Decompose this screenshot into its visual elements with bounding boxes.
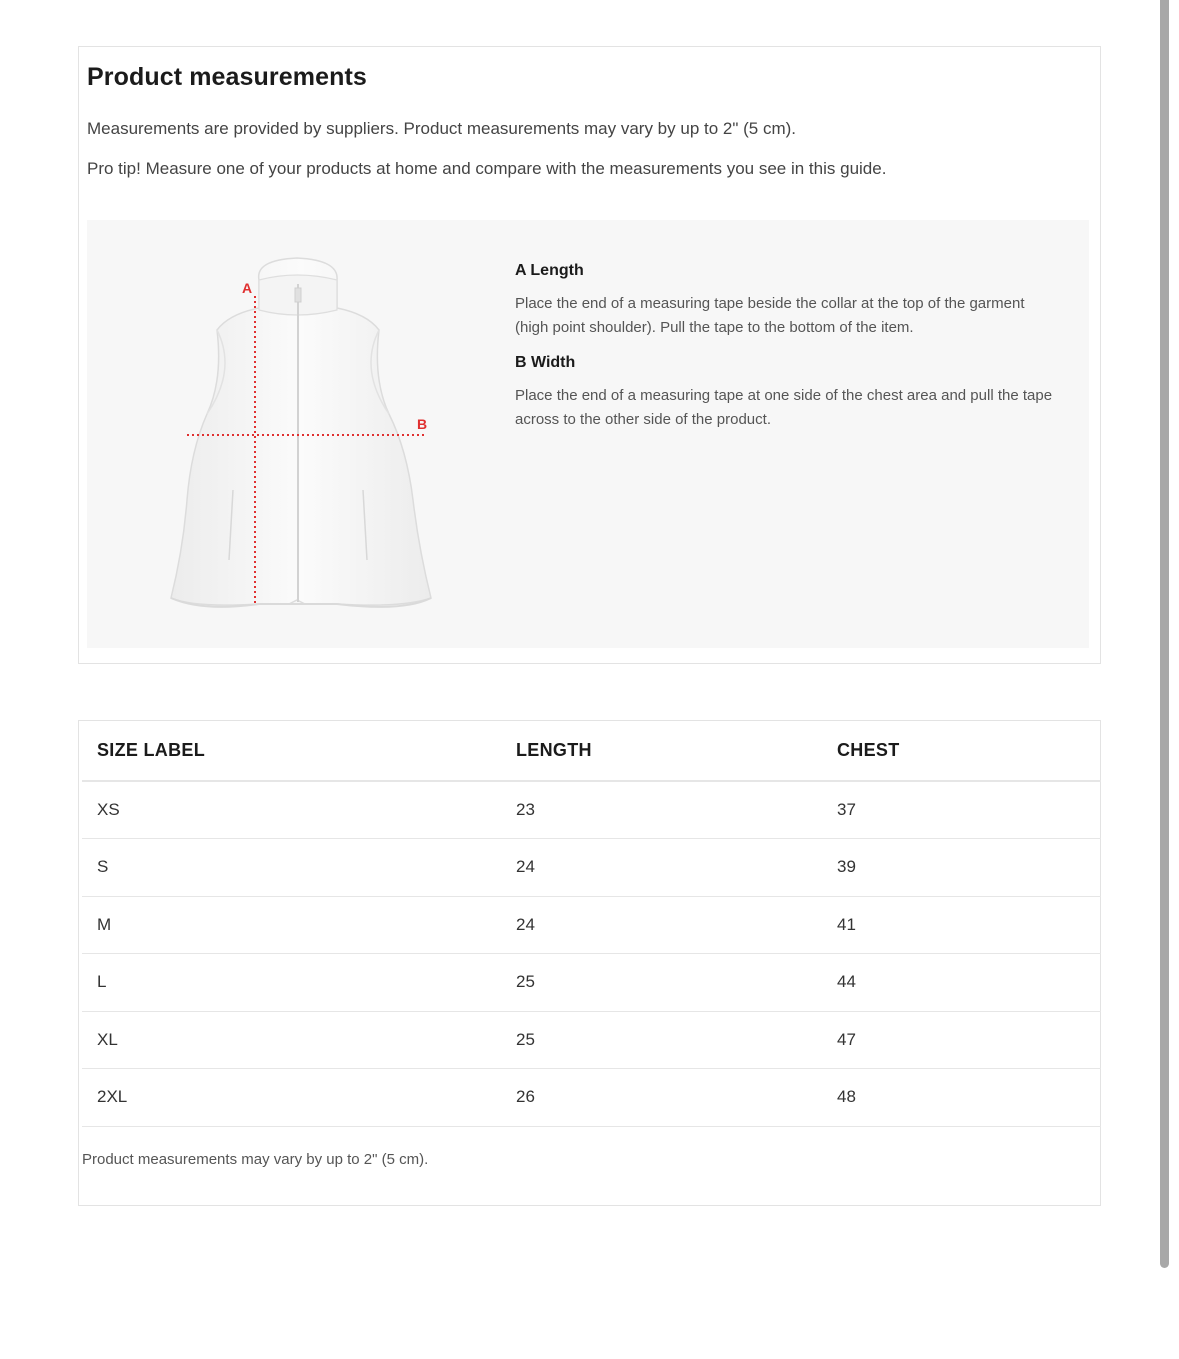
table-header-row bbox=[82, 721, 1101, 781]
cell-size: L bbox=[82, 954, 501, 1012]
cell-length: 24 bbox=[501, 896, 822, 954]
cell-chest: 41 bbox=[822, 896, 1101, 954]
size-table bbox=[82, 721, 1101, 1127]
table-row bbox=[82, 954, 1101, 1012]
cell-length: 23 bbox=[501, 781, 822, 839]
table-footnote: Product measurements may vary by up to 2" (5 cm). bbox=[82, 1151, 429, 1168]
label-a: A bbox=[242, 280, 253, 296]
cell-length: 26 bbox=[501, 1069, 822, 1127]
cell-size: S bbox=[82, 839, 501, 897]
label-b: B bbox=[417, 416, 428, 432]
scrollbar-thumb[interactable] bbox=[1160, 0, 1169, 1268]
table-row bbox=[82, 839, 1101, 897]
product-measurements-card bbox=[78, 46, 1101, 664]
measurement-instructions bbox=[515, 262, 1055, 432]
cell-chest: 37 bbox=[822, 781, 1101, 839]
cell-chest: 44 bbox=[822, 954, 1101, 1012]
cell-size: 2XL bbox=[82, 1069, 501, 1127]
cell-length: 25 bbox=[501, 1011, 822, 1069]
header-chest: CHEST bbox=[822, 721, 1101, 781]
cell-size: M bbox=[82, 896, 501, 954]
vest-diagram bbox=[167, 250, 447, 620]
cell-length: 25 bbox=[501, 954, 822, 1012]
size-table-card bbox=[78, 720, 1101, 1206]
table-row bbox=[82, 781, 1101, 839]
vest-illustration bbox=[167, 250, 447, 620]
header-length: LENGTH bbox=[501, 721, 822, 781]
guide-width-title: B Width bbox=[515, 354, 576, 371]
cell-chest: 39 bbox=[822, 839, 1101, 897]
guide-length-title: A Length bbox=[515, 262, 584, 279]
cell-length: 24 bbox=[501, 839, 822, 897]
cell-chest: 47 bbox=[822, 1011, 1101, 1069]
measurements-disclaimer: Measurements are provided by suppliers. Product measurements may vary by up to 2" (5 cm). bbox=[87, 119, 796, 138]
cell-chest: 48 bbox=[822, 1069, 1101, 1127]
table-row bbox=[82, 1069, 1101, 1127]
guide-width-text: Place the end of a measuring tape at one side of the chest area and pull the tape across to the other side of the product. bbox=[515, 387, 1053, 428]
table-row bbox=[82, 896, 1101, 954]
section-title: Product measurements bbox=[87, 63, 367, 91]
table-row bbox=[82, 1011, 1101, 1069]
header-size-label: SIZE LABEL bbox=[82, 721, 501, 781]
guide-length-text: Place the end of a measuring tape beside the collar at the top of the garment (high point shoulder). Pull the tape to the bottom of the item. bbox=[515, 295, 1025, 336]
pro-tip-text: Pro tip! Measure one of your products at home and compare with the measurements you see in this guide. bbox=[87, 159, 887, 178]
cell-size: XS bbox=[82, 781, 501, 839]
measurement-guide-panel bbox=[87, 220, 1089, 648]
cell-size: XL bbox=[82, 1011, 501, 1069]
